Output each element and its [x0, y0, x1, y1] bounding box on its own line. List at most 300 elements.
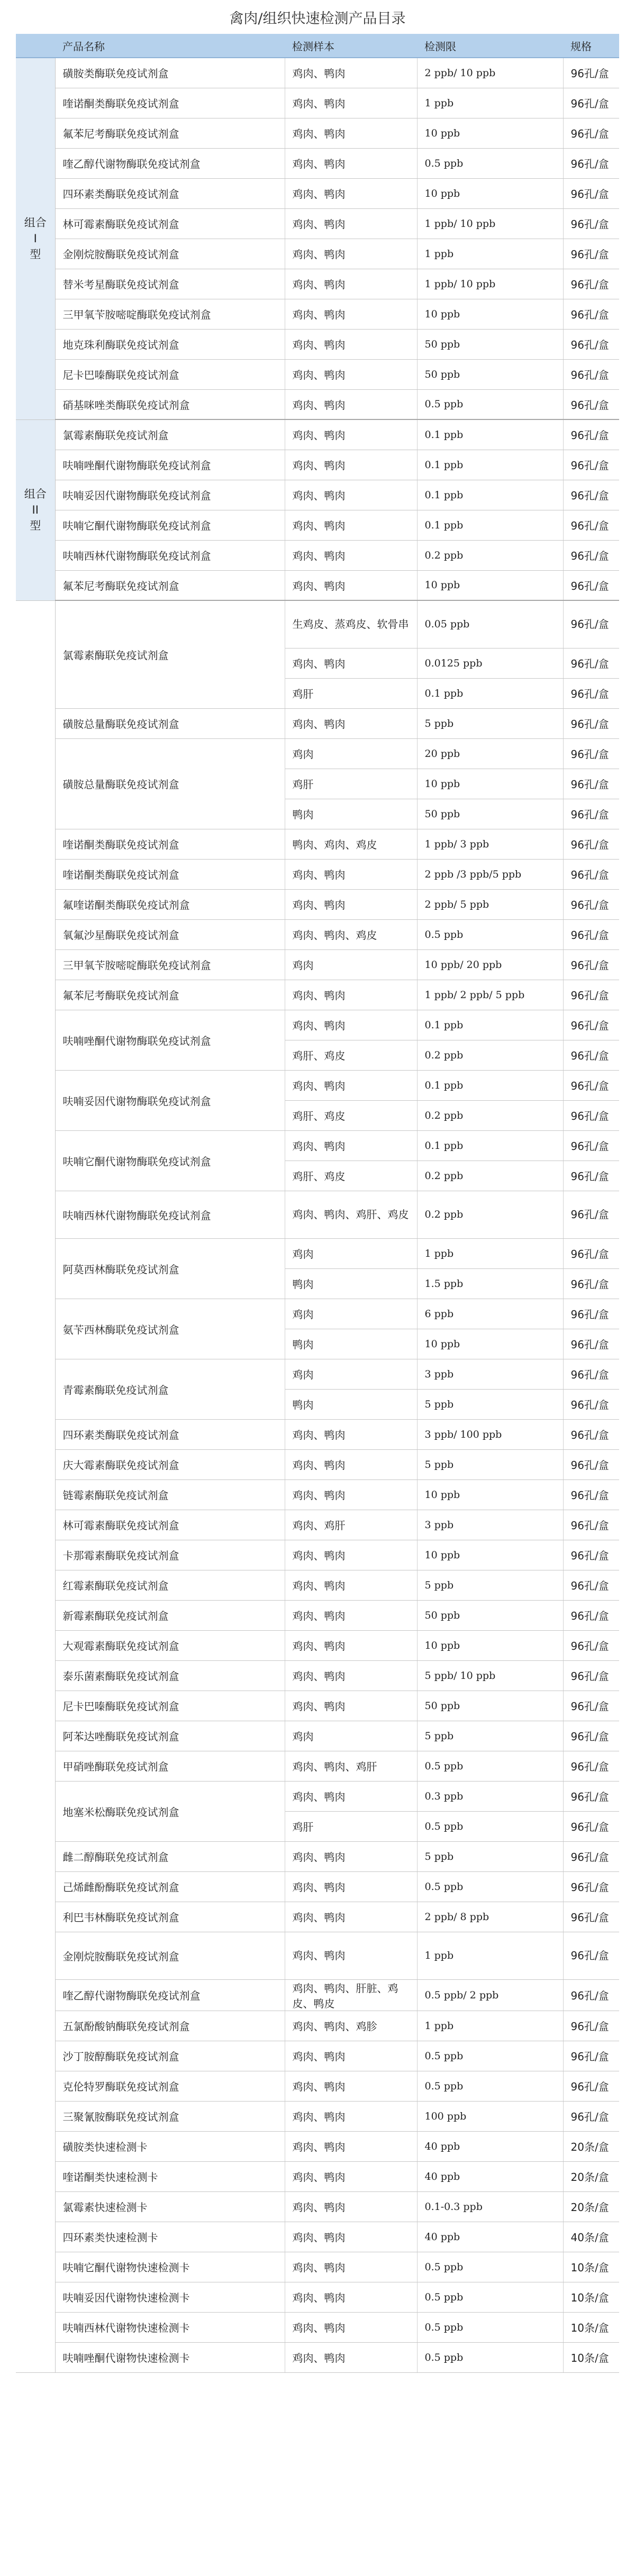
sample-cell: 鸡肉、鸭肉: [285, 2342, 417, 2372]
table-row: [16, 148, 619, 178]
table-row: [16, 329, 619, 359]
spec-cell: 96孔/盒: [563, 1040, 619, 1070]
table-row: [16, 1010, 619, 1040]
limit-cell: 3 ppb: [417, 1510, 563, 1540]
spec-cell: 96孔/盒: [563, 648, 619, 678]
sample-cell: 鸡肉、鸭肉: [285, 178, 417, 208]
limit-cell: 40 ppb: [417, 2222, 563, 2252]
table-row: [16, 2131, 619, 2161]
table-row: [16, 889, 619, 919]
limit-cell: 1 ppb: [417, 88, 563, 118]
product-name: 地克珠利酶联免疫试剂盒: [55, 329, 285, 359]
table-row: [16, 2071, 619, 2101]
product-name: 氟苯尼考酶联免疫试剂盒: [55, 570, 285, 600]
table-row: [16, 299, 619, 329]
sample-cell: 鸡肉、鸭肉: [285, 118, 417, 148]
spec-cell: 20条/盒: [563, 2161, 619, 2191]
product-name: 呋喃唑酮代谢物酶联免疫试剂盒: [55, 450, 285, 480]
spec-cell: 96孔/盒: [563, 980, 619, 1010]
limit-cell: 10 ppb: [417, 299, 563, 329]
table-row: [16, 239, 619, 269]
limit-cell: 0.5 ppb: [417, 1871, 563, 1902]
sample-cell: 鸡肉、鸭肉: [285, 419, 417, 450]
limit-cell: 0.1 ppb: [417, 419, 563, 450]
sample-cell: 鸡肉、鸭肉: [285, 1871, 417, 1902]
product-name: 氟喹诺酮类酶联免疫试剂盒: [55, 889, 285, 919]
limit-cell: 5 ppb: [417, 708, 563, 738]
table-row: [16, 1540, 619, 1570]
header-product-name: 产品名称: [55, 34, 285, 58]
product-name: 大观霉素酶联免疫试剂盒: [55, 1630, 285, 1660]
product-name: 林可霉素酶联免疫试剂盒: [55, 208, 285, 239]
table-row: [16, 980, 619, 1010]
sample-cell: 鸡肉、鸭肉: [285, 88, 417, 118]
spec-cell: 96孔/盒: [563, 269, 619, 299]
table-row: [16, 708, 619, 738]
table-row: [16, 1191, 619, 1238]
sample-cell: 鸡肉、鸭肉: [285, 510, 417, 540]
spec-cell: 96孔/盒: [563, 2011, 619, 2041]
table-row: [16, 1660, 619, 1691]
limit-cell: 3 ppb/ 100 ppb: [417, 1419, 563, 1449]
product-name: 硝基咪唑类酶联免疫试剂盒: [55, 389, 285, 419]
limit-cell: 10 ppb: [417, 1479, 563, 1510]
product-name: 甲硝唑酶联免疫试剂盒: [55, 1751, 285, 1781]
product-name: 青霉素酶联免疫试剂盒: [55, 1359, 285, 1419]
spec-cell: 96孔/盒: [563, 1191, 619, 1238]
sample-cell: 鸡肉、鸭肉: [285, 1419, 417, 1449]
product-name: 卡那霉素酶联免疫试剂盒: [55, 1540, 285, 1570]
product-name: 喹诺酮类酶联免疫试剂盒: [55, 859, 285, 889]
sample-cell: 鸡肉、鸭肉、鸡肝、鸡皮: [285, 1191, 417, 1238]
sample-cell: 鸡肉、鸭肉、鸡胗: [285, 2011, 417, 2041]
product-name: 呋喃妥因代谢物酶联免疫试剂盒: [55, 480, 285, 510]
spec-cell: 96孔/盒: [563, 1871, 619, 1902]
spec-cell: 96孔/盒: [563, 1130, 619, 1161]
sample-cell: 鸡肉、鸭肉: [285, 2161, 417, 2191]
table-row: [16, 1570, 619, 1600]
limit-cell: 50 ppb: [417, 329, 563, 359]
limit-cell: 1 ppb: [417, 239, 563, 269]
spec-cell: 96孔/盒: [563, 1389, 619, 1419]
limit-cell: 40 ppb: [417, 2131, 563, 2161]
sample-cell: 鸡肉、鸭肉: [285, 1479, 417, 1510]
table-row: [16, 1932, 619, 1979]
product-name: 氟苯尼考酶联免疫试剂盒: [55, 980, 285, 1010]
product-name: 喹诺酮类酶联免疫试剂盒: [55, 88, 285, 118]
product-name: 红霉素酶联免疫试剂盒: [55, 1570, 285, 1600]
table-row: [16, 419, 619, 450]
limit-cell: 10 ppb: [417, 118, 563, 148]
spec-cell: 96孔/盒: [563, 2101, 619, 2131]
spec-cell: 96孔/盒: [563, 118, 619, 148]
table-row: [16, 2101, 619, 2131]
product-name: 三甲氧苄胺嘧啶酶联免疫试剂盒: [55, 949, 285, 980]
spec-cell: 96孔/盒: [563, 239, 619, 269]
product-name: 雌二醇酶联免疫试剂盒: [55, 1841, 285, 1871]
spec-cell: 96孔/盒: [563, 1811, 619, 1841]
table-row: [16, 1979, 619, 2011]
product-name: 氯霉素酶联免疫试剂盒: [55, 600, 285, 708]
limit-cell: 0.5 ppb: [417, 2342, 563, 2372]
limit-cell: 1 ppb: [417, 1238, 563, 1268]
sample-cell: 鸭肉、鸡肉、鸡皮: [285, 829, 417, 859]
sample-cell: 鸡肉、鸭肉: [285, 269, 417, 299]
table-row: [16, 2342, 619, 2372]
sample-cell: 鸡肉: [285, 1359, 417, 1389]
table-row: [16, 1299, 619, 1329]
product-name: 呋喃它酮代谢物快速检测卡: [55, 2252, 285, 2282]
product-name: 地塞米松酶联免疫试剂盒: [55, 1781, 285, 1841]
table-row: [16, 2312, 619, 2342]
spec-cell: 96孔/盒: [563, 678, 619, 708]
product-name: 利巴韦林酶联免疫试剂盒: [55, 1902, 285, 1932]
sample-cell: 鸡肝: [285, 678, 417, 708]
spec-cell: 96孔/盒: [563, 2041, 619, 2071]
table-row: [16, 540, 619, 570]
limit-cell: 1 ppb/ 2 ppb/ 5 ppb: [417, 980, 563, 1010]
table-row: [16, 738, 619, 769]
limit-cell: 2 ppb/ 5 ppb: [417, 889, 563, 919]
table-row: [16, 2252, 619, 2282]
limit-cell: 0.1-0.3 ppb: [417, 2191, 563, 2222]
table-row: [16, 1841, 619, 1871]
table-row: [16, 480, 619, 510]
sample-cell: 鸡肉、鸭肉: [285, 2071, 417, 2101]
sample-cell: 鸭肉: [285, 1268, 417, 1299]
product-name: 克伦特罗酶联免疫试剂盒: [55, 2071, 285, 2101]
header-sample: 检测样本: [285, 34, 417, 58]
spec-cell: 96孔/盒: [563, 829, 619, 859]
spec-cell: 96孔/盒: [563, 208, 619, 239]
limit-cell: 5 ppb: [417, 1570, 563, 1600]
limit-cell: 100 ppb: [417, 2101, 563, 2131]
table-header-row: [16, 34, 619, 58]
product-name: 阿苯达唑酶联免疫试剂盒: [55, 1721, 285, 1751]
spec-cell: 96孔/盒: [563, 480, 619, 510]
table-row: [16, 1871, 619, 1902]
table-row: [16, 919, 619, 949]
spec-cell: 96孔/盒: [563, 178, 619, 208]
limit-cell: 0.5 ppb: [417, 2071, 563, 2101]
product-name: 尼卡巴嗪酶联免疫试剂盒: [55, 1691, 285, 1721]
limit-cell: 0.5 ppb: [417, 1811, 563, 1841]
table-row: [16, 570, 619, 600]
header-spec: 规格: [563, 34, 619, 58]
table-row: [16, 1721, 619, 1751]
spec-cell: 96孔/盒: [563, 570, 619, 600]
sample-cell: 鸭肉: [285, 1389, 417, 1419]
limit-cell: 0.5 ppb/ 2 ppb: [417, 1979, 563, 2011]
table-row: [16, 2011, 619, 2041]
spec-cell: 96孔/盒: [563, 1100, 619, 1130]
product-name: 呋喃它酮代谢物酶联免疫试剂盒: [55, 1130, 285, 1191]
spec-cell: 20条/盒: [563, 2191, 619, 2222]
spec-cell: 96孔/盒: [563, 708, 619, 738]
limit-cell: 5 ppb: [417, 1389, 563, 1419]
limit-cell: 5 ppb: [417, 1841, 563, 1871]
sample-cell: 鸡肉、鸭肉: [285, 58, 417, 88]
spec-cell: 96孔/盒: [563, 1329, 619, 1359]
product-name: 五氯酚酸钠酶联免疫试剂盒: [55, 2011, 285, 2041]
product-name: 四环素类酶联免疫试剂盒: [55, 1419, 285, 1449]
table-row: [16, 1691, 619, 1721]
sample-cell: 鸡肉、鸭肉、肝脏、鸡皮、鸭皮: [285, 1979, 417, 2011]
header-limit: 检测限: [417, 34, 563, 58]
sample-cell: 鸡肉、鸭肉: [285, 859, 417, 889]
sample-cell: 鸡肝: [285, 769, 417, 799]
sample-cell: 鸡肉、鸭肉: [285, 299, 417, 329]
sample-cell: 鸡肉、鸭肉: [285, 1902, 417, 1932]
sample-cell: 鸡肉、鸭肉: [285, 2252, 417, 2282]
table-row: [16, 600, 619, 648]
table-row: [16, 829, 619, 859]
spec-cell: 96孔/盒: [563, 1479, 619, 1510]
product-name: 呋喃妥因代谢物酶联免疫试剂盒: [55, 1070, 285, 1130]
product-name: 泰乐菌素酶联免疫试剂盒: [55, 1660, 285, 1691]
sample-cell: 鸡肝、鸡皮: [285, 1100, 417, 1130]
sample-cell: 鸡肉、鸭肉: [285, 648, 417, 678]
sample-cell: 鸡肉、鸭肉: [285, 148, 417, 178]
product-name: 链霉素酶联免疫试剂盒: [55, 1479, 285, 1510]
sample-cell: 鸡肉、鸭肉: [285, 980, 417, 1010]
limit-cell: 1 ppb/ 10 ppb: [417, 269, 563, 299]
sample-cell: 鸡肉: [285, 949, 417, 980]
table-row: [16, 1070, 619, 1100]
group-label: 组合 II 型: [16, 419, 55, 600]
limit-cell: 3 ppb: [417, 1359, 563, 1389]
spec-cell: 96孔/盒: [563, 1359, 619, 1389]
spec-cell: 96孔/盒: [563, 1751, 619, 1781]
spec-cell: 96孔/盒: [563, 1299, 619, 1329]
table-row: [16, 269, 619, 299]
sample-cell: 鸡肉、鸭肉: [285, 1130, 417, 1161]
spec-cell: 96孔/盒: [563, 299, 619, 329]
table-row: [16, 859, 619, 889]
table-row: [16, 1130, 619, 1161]
spec-cell: 96孔/盒: [563, 389, 619, 419]
spec-cell: 96孔/盒: [563, 1600, 619, 1630]
limit-cell: 0.2 ppb: [417, 540, 563, 570]
product-name: 喹诺酮类快速检测卡: [55, 2161, 285, 2191]
limit-cell: 0.2 ppb: [417, 1100, 563, 1130]
sample-cell: 鸡肉、鸭肉: [285, 329, 417, 359]
spec-cell: 96孔/盒: [563, 769, 619, 799]
table-row: [16, 2222, 619, 2252]
product-name: 金刚烷胺酶联免疫试剂盒: [55, 1932, 285, 1979]
spec-cell: 96孔/盒: [563, 1070, 619, 1100]
spec-cell: 96孔/盒: [563, 889, 619, 919]
table-row: [16, 1419, 619, 1449]
product-name: 呋喃唑酮代谢物快速检测卡: [55, 2342, 285, 2372]
limit-cell: 10 ppb: [417, 178, 563, 208]
table-row: [16, 1510, 619, 1540]
limit-cell: 0.2 ppb: [417, 1161, 563, 1191]
product-name: 替米考星酶联免疫试剂盒: [55, 269, 285, 299]
spec-cell: 96孔/盒: [563, 540, 619, 570]
sample-cell: 鸭肉: [285, 799, 417, 829]
spec-cell: 96孔/盒: [563, 510, 619, 540]
spec-cell: 96孔/盒: [563, 1660, 619, 1691]
product-name: 磺胺总量酶联免疫试剂盒: [55, 738, 285, 829]
limit-cell: 0.5 ppb: [417, 2282, 563, 2312]
spec-cell: 96孔/盒: [563, 1010, 619, 1040]
sample-cell: 鸡肝、鸡皮: [285, 1161, 417, 1191]
sample-cell: 鸡肉、鸭肉: [285, 2282, 417, 2312]
spec-cell: 96孔/盒: [563, 600, 619, 648]
limit-cell: 5 ppb/ 10 ppb: [417, 1660, 563, 1691]
product-name: 阿莫西林酶联免疫试剂盒: [55, 1238, 285, 1299]
spec-cell: 96孔/盒: [563, 1238, 619, 1268]
sample-cell: 鸡肉、鸭肉: [285, 359, 417, 389]
sample-cell: 鸡肉: [285, 738, 417, 769]
sample-cell: 鸡肉、鸭肉: [285, 2131, 417, 2161]
sample-cell: 鸡肉、鸭肉: [285, 208, 417, 239]
sample-cell: 鸡肝、鸡皮: [285, 1040, 417, 1070]
table-row: [16, 1359, 619, 1389]
spec-cell: 96孔/盒: [563, 799, 619, 829]
spec-cell: 96孔/盒: [563, 1161, 619, 1191]
table-row: [16, 208, 619, 239]
sample-cell: 鸡肉、鸭肉: [285, 2041, 417, 2071]
spec-cell: 96孔/盒: [563, 450, 619, 480]
sample-cell: 鸡肉、鸭肉: [285, 708, 417, 738]
table-row: [16, 1781, 619, 1811]
limit-cell: 0.3 ppb: [417, 1781, 563, 1811]
spec-cell: 10条/盒: [563, 2342, 619, 2372]
limit-cell: 0.5 ppb: [417, 2252, 563, 2282]
sample-cell: 鸡肉、鸭肉: [285, 389, 417, 419]
sample-cell: 鸡肉、鸭肉: [285, 1070, 417, 1100]
limit-cell: 0.1 ppb: [417, 480, 563, 510]
limit-cell: 10 ppb: [417, 1630, 563, 1660]
limit-cell: 10 ppb/ 20 ppb: [417, 949, 563, 980]
product-name: 氧氟沙星酶联免疫试剂盒: [55, 919, 285, 949]
spec-cell: 96孔/盒: [563, 1691, 619, 1721]
spec-cell: 96孔/盒: [563, 2071, 619, 2101]
sample-cell: 鸡肉、鸭肉: [285, 540, 417, 570]
product-name: 林可霉素酶联免疫试剂盒: [55, 1510, 285, 1540]
sample-cell: 鸡肉、鸭肉: [285, 239, 417, 269]
product-name: 尼卡巴嗪酶联免疫试剂盒: [55, 359, 285, 389]
table-row: [16, 1449, 619, 1479]
spec-cell: 96孔/盒: [563, 1721, 619, 1751]
sample-cell: 鸡肉、鸭肉: [285, 1449, 417, 1479]
limit-cell: 40 ppb: [417, 2161, 563, 2191]
limit-cell: 1.5 ppb: [417, 1268, 563, 1299]
header-group-cell: [16, 34, 55, 58]
spec-cell: 10条/盒: [563, 2312, 619, 2342]
limit-cell: 10 ppb: [417, 769, 563, 799]
limit-cell: 10 ppb: [417, 1329, 563, 1359]
spec-cell: 40条/盒: [563, 2222, 619, 2252]
limit-cell: 0.05 ppb: [417, 600, 563, 648]
sample-cell: 鸡肉: [285, 1238, 417, 1268]
product-name: 呋喃它酮代谢物酶联免疫试剂盒: [55, 510, 285, 540]
spec-cell: 96孔/盒: [563, 1540, 619, 1570]
group-label: [16, 600, 55, 2372]
sample-cell: 鸡肝: [285, 1811, 417, 1841]
limit-cell: 10 ppb: [417, 1540, 563, 1570]
spec-cell: 96孔/盒: [563, 1979, 619, 2011]
limit-cell: 0.1 ppb: [417, 1010, 563, 1040]
product-name: 喹诺酮类酶联免疫试剂盒: [55, 829, 285, 859]
spec-cell: 96孔/盒: [563, 1449, 619, 1479]
product-name: 呋喃西林代谢物酶联免疫试剂盒: [55, 540, 285, 570]
product-name: 新霉素酶联免疫试剂盒: [55, 1600, 285, 1630]
limit-cell: 0.0125 ppb: [417, 648, 563, 678]
product-table: [16, 34, 619, 2373]
sample-cell: 鸡肉、鸭肉: [285, 1841, 417, 1871]
sample-cell: 鸡肉、鸭肉: [285, 450, 417, 480]
table-row: [16, 88, 619, 118]
limit-cell: 50 ppb: [417, 1691, 563, 1721]
sample-cell: 鸡肉、鸭肉: [285, 1570, 417, 1600]
limit-cell: 0.5 ppb: [417, 1751, 563, 1781]
limit-cell: 2 ppb/ 8 ppb: [417, 1902, 563, 1932]
product-name: 四环素类酶联免疫试剂盒: [55, 178, 285, 208]
spec-cell: 10条/盒: [563, 2282, 619, 2312]
limit-cell: 0.1 ppb: [417, 510, 563, 540]
spec-cell: 96孔/盒: [563, 919, 619, 949]
limit-cell: 50 ppb: [417, 359, 563, 389]
table-row: [16, 1600, 619, 1630]
limit-cell: 0.1 ppb: [417, 1070, 563, 1100]
sample-cell: 鸡肉、鸭肉: [285, 1691, 417, 1721]
spec-cell: 96孔/盒: [563, 419, 619, 450]
group-label: 组合 I 型: [16, 58, 55, 419]
product-name: 金刚烷胺酶联免疫试剂盒: [55, 239, 285, 269]
product-name: 呋喃西林代谢物酶联免疫试剂盒: [55, 1191, 285, 1238]
limit-cell: 0.5 ppb: [417, 2041, 563, 2071]
limit-cell: 5 ppb: [417, 1449, 563, 1479]
sample-cell: 鸡肉、鸭肉: [285, 1932, 417, 1979]
table-row: [16, 510, 619, 540]
spec-cell: 96孔/盒: [563, 329, 619, 359]
product-name: 呋喃唑酮代谢物酶联免疫试剂盒: [55, 1010, 285, 1070]
limit-cell: 0.1 ppb: [417, 1130, 563, 1161]
spec-cell: 96孔/盒: [563, 738, 619, 769]
limit-cell: 1 ppb/ 3 ppb: [417, 829, 563, 859]
spec-cell: 96孔/盒: [563, 1510, 619, 1540]
table-row: [16, 359, 619, 389]
limit-cell: 2 ppb/ 10 ppb: [417, 58, 563, 88]
table-row: [16, 58, 619, 88]
sample-cell: 生鸡皮、蒸鸡皮、软骨串: [285, 600, 417, 648]
limit-cell: 0.5 ppb: [417, 148, 563, 178]
limit-cell: 0.5 ppb: [417, 2312, 563, 2342]
product-name: 磺胺类快速检测卡: [55, 2131, 285, 2161]
product-name: 三聚氰胺酶联免疫试剂盒: [55, 2101, 285, 2131]
limit-cell: 0.1 ppb: [417, 450, 563, 480]
limit-cell: 0.5 ppb: [417, 389, 563, 419]
sample-cell: 鸡肉、鸭肉: [285, 1010, 417, 1040]
sample-cell: 鸡肉、鸭肉: [285, 1600, 417, 1630]
spec-cell: 96孔/盒: [563, 58, 619, 88]
product-name: 喹乙醇代谢物酶联免疫试剂盒: [55, 1979, 285, 2011]
sample-cell: 鸡肉、鸭肉: [285, 570, 417, 600]
sample-cell: 鸡肉、鸡肝: [285, 1510, 417, 1540]
sample-cell: 鸡肉、鸭肉: [285, 2312, 417, 2342]
limit-cell: 1 ppb: [417, 2011, 563, 2041]
product-name: 氯霉素酶联免疫试剂盒: [55, 419, 285, 450]
sample-cell: 鸡肉: [285, 1299, 417, 1329]
spec-cell: 96孔/盒: [563, 1570, 619, 1600]
page-title: 禽肉/组织快速检测产品目录: [229, 11, 406, 27]
sample-cell: 鸡肉、鸭肉、鸡皮: [285, 919, 417, 949]
product-name: 四环素类快速检测卡: [55, 2222, 285, 2252]
table-row: [16, 2282, 619, 2312]
